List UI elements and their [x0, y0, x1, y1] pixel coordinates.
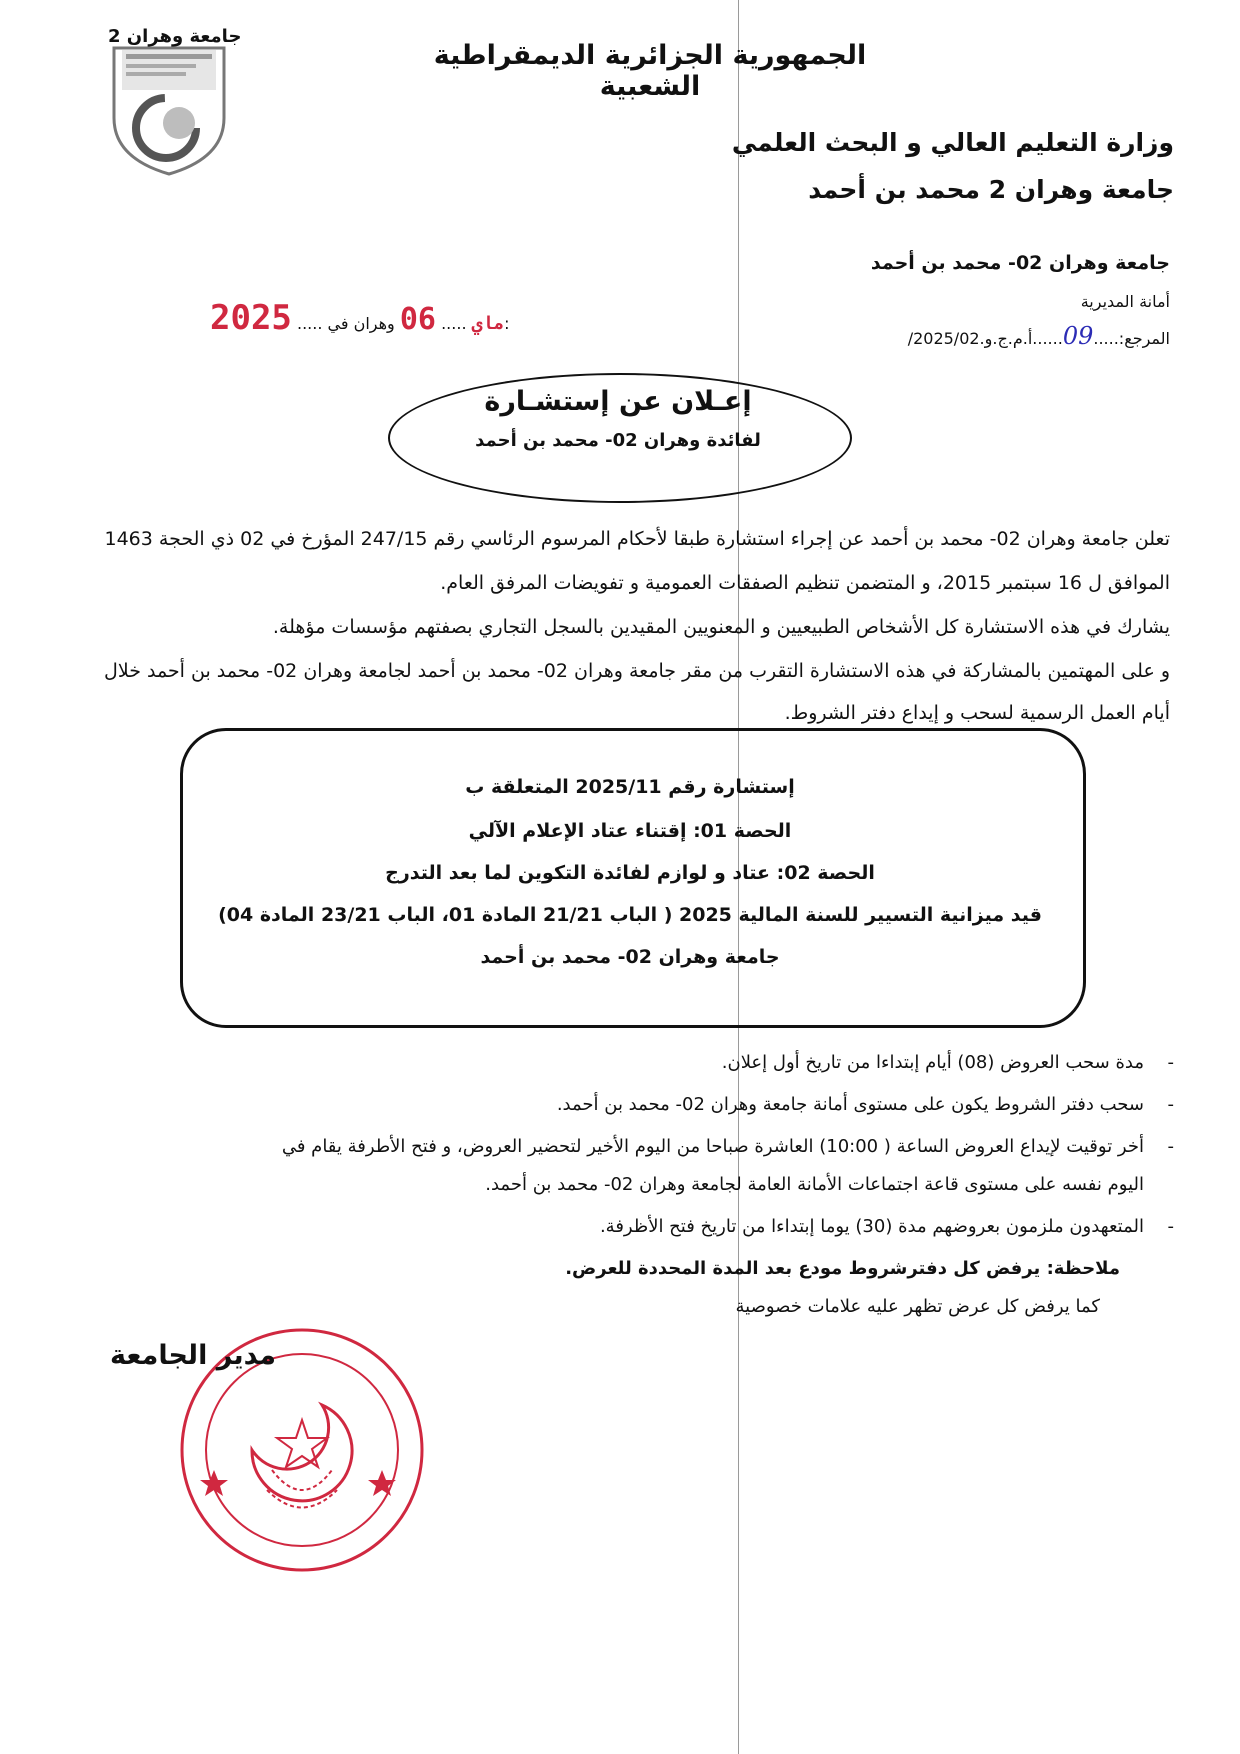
lot-1: الحصة 01: إقتناء عتاد الإعلام الآلي	[468, 820, 792, 842]
secretariat-label: أمانة المديرية	[1080, 292, 1170, 311]
body-paragraph-4: و على المهتمين بالمشاركة في هذه الاستشارة التقرب من مقر جامعة وهران 02- محمد بن أحمد لجامعة وهران 02- محمد بن أحمد خلال	[104, 660, 1170, 682]
reference-suffix: /أ.م.ج.و.2025/02	[907, 329, 1033, 348]
note-1: ملاحظة: يرفض كل دفترشروط مودع بعد المدة المحددة للعرض.	[565, 1258, 1120, 1279]
reference-number: 09	[1062, 322, 1094, 350]
reference-line: المرجع:.....09....../أ.م.ج.و.2025/02	[907, 322, 1170, 350]
university-logo	[104, 28, 234, 178]
list-item: - أخر توقيت لإيداع العروض الساعة ( 10:00) العاشرة صباحا من اليوم الأخير لتحضير العروض، و فتح الأطرفة يقام في	[281, 1136, 1174, 1157]
consultation-number: إستشارة رقم 2025/11 المتعلقة ب	[465, 776, 795, 798]
date-year: 2025	[210, 298, 292, 338]
body-paragraph-1: تعلن جامعة وهران 02- محمد بن أحمد عن إجراء استشارة طبقا لأحكام المرسوم الرئاسي رقم 247/15 المؤرخ في 02 ذي الحجة 1463	[104, 528, 1170, 550]
logo-caption: جامعة وهران 2	[108, 26, 242, 47]
box-university: جامعة وهران 02- محمد بن أحمد	[480, 946, 780, 968]
university-heading: جامعة وهران 2 محمد بن أحمد	[808, 175, 1174, 204]
date-line: 2025 ..... ماي ..... 06 وهران في:	[210, 298, 510, 338]
signature-title: مدير الجامعة	[110, 1340, 276, 1371]
reference-label: المرجع:	[1118, 329, 1170, 348]
body-paragraph-5: أيام العمل الرسمية لسحب و إيداع دفتر الشروط.	[784, 702, 1170, 724]
republic-heading: الجمهورية الجزائرية الديمقراطية الشعبية	[433, 40, 867, 102]
body-paragraph-3: يشارك في هذه الاستشارة كل الأشخاص الطبيعيين و المعنويين المقيدين بالسجل التجاري بصفتهم مؤسسات مؤهلة.	[272, 616, 1170, 638]
list-item-continuation: اليوم نفسه على مستوى قاعة اجتماعات الأمانة العامة لجامعة وهران 02- محمد بن أحمد.	[485, 1174, 1144, 1195]
lot-2: الحصة 02: عتاد و لوازم لفائدة التكوين لما بعد التدرج	[385, 862, 875, 884]
list-item: - المتعهدون ملزمون بعروضهم مدة (30) يوما إبتداءا من تاريخ فتح الأظرفة.	[599, 1216, 1174, 1237]
ministry-heading: وزارة التعليم العالي و البحث العلمي	[731, 128, 1174, 157]
announcement-subtitle: لفائدة وهران 02- محمد بن أحمد	[475, 430, 761, 451]
budget-line: قيد ميزانية التسيير للسنة المالية 2025 ( الباب 21/21 المادة 01، الباب 23/21 المادة 04)	[218, 904, 1042, 926]
university-short-name: جامعة وهران 02- محمد بن أحمد	[870, 252, 1170, 274]
date-prefix: وهران في:	[327, 314, 510, 333]
body-paragraph-2: الموافق ل 16 سبتمبر 2015، و المتضمن تنظيم الصفقات العمومية و تفويضات المرفق العام.	[440, 572, 1170, 594]
list-item: - مدة سحب العروض (08) أيام إبتداءا من تاريخ أول إعلان.	[721, 1052, 1174, 1073]
announcement-title: إعـلان عن إستشـارة	[484, 386, 752, 417]
date-day: 06	[399, 302, 436, 337]
date-month: ماي	[471, 313, 505, 334]
list-item: - سحب دفتر الشروط يكون على مستوى أمانة جامعة وهران 02- محمد بن أحمد.	[556, 1094, 1174, 1115]
note-2: كما يرفض كل عرض تظهر عليه علامات خصوصية	[735, 1296, 1100, 1317]
